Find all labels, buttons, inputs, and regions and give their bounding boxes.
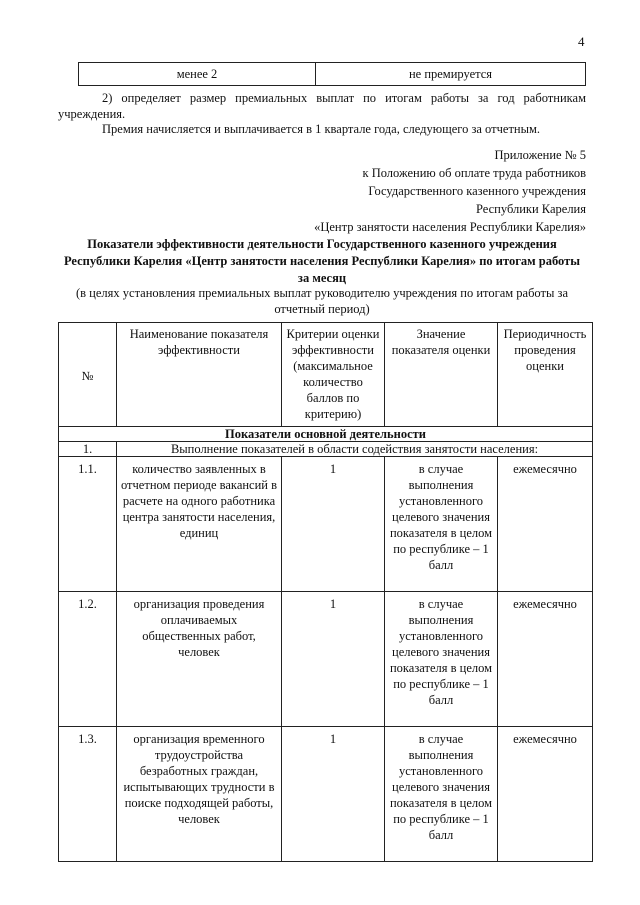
header-name: Наименование показателя эффективности	[117, 323, 282, 427]
document-title: Показатели эффективности деятельности Государственного казенного учреждения Республики Карелия «Центр занятости населения Республики Карелия» по итогам работы за месяц	[63, 237, 581, 285]
annex-line: к Положению об оплате труда работников	[362, 166, 586, 180]
row-name: организация временного трудоустройства безработных граждан, испытывающих трудности в поиске подходящей работы, человек	[117, 727, 282, 862]
table-cell: менее 2	[79, 63, 316, 86]
row-num: 1.2.	[59, 592, 117, 727]
group-name: Выполнение показателей в области содействия занятости населения:	[117, 442, 593, 457]
row-period: ежемесячно	[498, 727, 593, 862]
group-num: 1.	[59, 442, 117, 457]
section-row	[59, 427, 593, 442]
document-subtitle: (в целях установления премиальных выплат руководителю учреждения по итогам работы за отчетный период)	[75, 286, 568, 316]
annex-line: «Центр занятости населения Республики Карелия»	[314, 220, 586, 234]
header-period: Периодичность проведения оценки	[498, 323, 593, 427]
row-num: 1.3.	[59, 727, 117, 862]
table-row	[59, 727, 593, 862]
paragraph-annual-bonus: 2) определяет размер премиальных выплат по итогам работы за год работникам учреждения.	[58, 91, 586, 121]
paragraph-bonus-payment: Премия начисляется и выплачивается в 1 квартале года, следующего за отчетным.	[102, 122, 541, 136]
header-num: №	[59, 323, 117, 427]
annex-header	[206, 146, 586, 236]
table-cell: не премируется	[316, 63, 586, 86]
top-table-fragment	[78, 62, 586, 86]
row-criteria: 1	[282, 727, 385, 862]
row-value: в случае выполнения установленного целевого значения показателя в целом по республике – 1 балл	[385, 457, 498, 592]
header-criteria: Критерии оценки эффективности (максимальное количество баллов по критерию)	[282, 323, 385, 427]
row-criteria: 1	[282, 592, 385, 727]
table-row	[59, 592, 593, 727]
page-number: 4	[578, 34, 585, 49]
row-value: в случае выполнения установленного целевого значения показателя в целом по республике – 1 балл	[385, 592, 498, 727]
row-period: ежемесячно	[498, 457, 593, 592]
row-criteria: 1	[282, 457, 385, 592]
group-row	[59, 442, 593, 457]
annex-line: Приложение № 5	[494, 148, 586, 162]
row-value: в случае выполнения установленного целевого значения показателя в целом по республике – 1 балл	[385, 727, 498, 862]
table-header-row	[59, 323, 593, 427]
section-title: Показатели основной деятельности	[59, 427, 593, 442]
row-period: ежемесячно	[498, 592, 593, 727]
row-name: организация проведения оплачиваемых общественных работ, человек	[117, 592, 282, 727]
annex-line: Республики Карелия	[475, 202, 586, 216]
row-name: количество заявленных в отчетном периоде вакансий в расчете на одного работника центра занятости населения, единиц	[117, 457, 282, 592]
indicators-table	[58, 322, 593, 862]
row-num: 1.1.	[59, 457, 117, 592]
annex-line: Государственного казенного учреждения	[368, 184, 586, 198]
table-row	[79, 63, 586, 86]
header-value: Значение показателя оценки	[385, 323, 498, 427]
table-row	[59, 457, 593, 592]
